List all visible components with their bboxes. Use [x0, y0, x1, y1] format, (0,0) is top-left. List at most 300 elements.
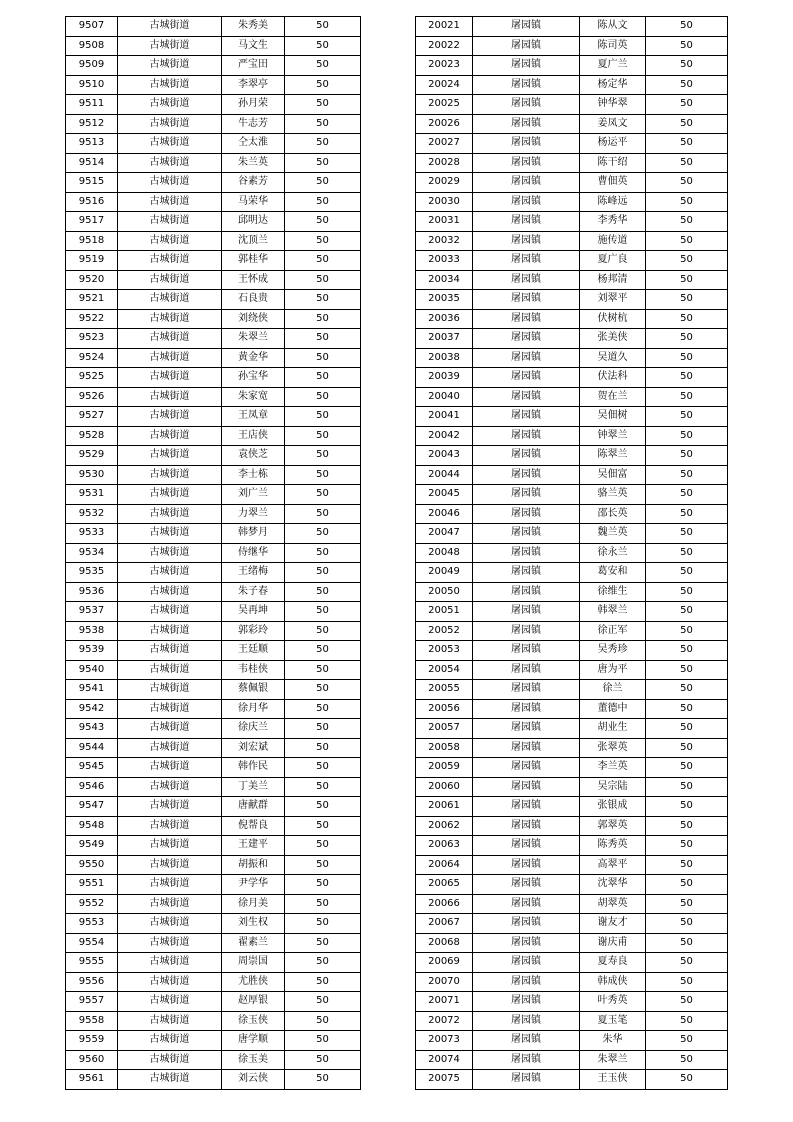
district-cell: 屠园镇	[473, 75, 580, 95]
amount-cell: 50	[285, 387, 361, 407]
name-cell: 唐为平	[580, 660, 646, 680]
row-number-cell: 9524	[66, 348, 118, 368]
district-cell: 屠园镇	[473, 816, 580, 836]
table-row	[66, 446, 361, 466]
table-row	[66, 368, 361, 388]
table-row	[66, 270, 361, 290]
name-cell: 韦桂侠	[222, 660, 285, 680]
name-cell: 袁侠芝	[222, 446, 285, 466]
table-row	[66, 699, 361, 719]
row-number-cell: 20036	[416, 309, 473, 329]
amount-cell: 50	[646, 192, 728, 212]
row-number-cell: 9549	[66, 836, 118, 856]
table-row	[416, 173, 728, 193]
table-row	[66, 504, 361, 524]
row-number-cell: 9545	[66, 758, 118, 778]
amount-cell: 50	[285, 407, 361, 427]
name-cell: 徐维生	[580, 582, 646, 602]
table-row	[66, 660, 361, 680]
row-number-cell: 9527	[66, 407, 118, 427]
row-number-cell: 9546	[66, 777, 118, 797]
name-cell: 韩梦月	[222, 524, 285, 544]
amount-cell: 50	[285, 36, 361, 56]
district-cell: 古城街道	[118, 1031, 222, 1051]
name-cell: 蔡佩银	[222, 680, 285, 700]
table-row	[416, 797, 728, 817]
district-cell: 古城街道	[118, 56, 222, 76]
table-row	[416, 504, 728, 524]
row-number-cell: 9539	[66, 641, 118, 661]
name-cell: 郭桂华	[222, 251, 285, 271]
amount-cell: 50	[646, 270, 728, 290]
row-number-cell: 20033	[416, 251, 473, 271]
amount-cell: 50	[646, 153, 728, 173]
district-cell: 屠园镇	[473, 758, 580, 778]
table-row	[416, 1050, 728, 1070]
district-cell: 屠园镇	[473, 1070, 580, 1090]
name-cell: 王廷顺	[222, 641, 285, 661]
row-number-cell: 9514	[66, 153, 118, 173]
name-cell: 沈顶兰	[222, 231, 285, 251]
name-cell: 徐兰	[580, 680, 646, 700]
name-cell: 吴宗陆	[580, 777, 646, 797]
name-cell: 韩翠兰	[580, 602, 646, 622]
row-number-cell: 9517	[66, 212, 118, 232]
amount-cell: 50	[646, 251, 728, 271]
name-cell: 郭彩玲	[222, 621, 285, 641]
name-cell: 魏兰英	[580, 524, 646, 544]
amount-cell: 50	[646, 1050, 728, 1070]
name-cell: 王建平	[222, 836, 285, 856]
name-cell: 夏寿良	[580, 953, 646, 973]
amount-cell: 50	[646, 816, 728, 836]
table-row	[416, 563, 728, 583]
district-cell: 屠园镇	[473, 855, 580, 875]
row-number-cell: 20058	[416, 738, 473, 758]
amount-cell: 50	[285, 797, 361, 817]
district-cell: 屠园镇	[473, 524, 580, 544]
district-cell: 古城街道	[118, 212, 222, 232]
table-row	[66, 641, 361, 661]
amount-cell: 50	[285, 992, 361, 1012]
district-cell: 屠园镇	[473, 348, 580, 368]
table-row	[66, 290, 361, 310]
table-row	[66, 680, 361, 700]
table-row	[416, 855, 728, 875]
name-cell: 姜凤文	[580, 114, 646, 134]
row-number-cell: 9528	[66, 426, 118, 446]
table-row	[416, 758, 728, 778]
table-row	[66, 1011, 361, 1031]
amount-cell: 50	[646, 563, 728, 583]
name-cell: 王绪梅	[222, 563, 285, 583]
name-cell: 吴再坤	[222, 602, 285, 622]
table-row	[416, 543, 728, 563]
table-row	[416, 914, 728, 934]
name-cell: 尹学华	[222, 875, 285, 895]
district-cell: 古城街道	[118, 621, 222, 641]
amount-cell: 50	[285, 1011, 361, 1031]
row-number-cell: 20073	[416, 1031, 473, 1051]
district-cell: 屠园镇	[473, 251, 580, 271]
row-number-cell: 20050	[416, 582, 473, 602]
row-number-cell: 9509	[66, 56, 118, 76]
amount-cell: 50	[285, 348, 361, 368]
table-row	[416, 680, 728, 700]
table-row	[66, 894, 361, 914]
name-cell: 吴佃树	[580, 407, 646, 427]
table-row	[416, 1070, 728, 1090]
row-number-cell: 20070	[416, 972, 473, 992]
district-cell: 古城街道	[118, 777, 222, 797]
amount-cell: 50	[285, 914, 361, 934]
amount-cell: 50	[646, 504, 728, 524]
district-cell: 古城街道	[118, 543, 222, 563]
name-cell: 沈翠华	[580, 875, 646, 895]
table-row	[66, 855, 361, 875]
name-cell: 吴道久	[580, 348, 646, 368]
table-row	[416, 348, 728, 368]
amount-cell: 50	[646, 543, 728, 563]
district-cell: 古城街道	[118, 426, 222, 446]
name-cell: 杨邦清	[580, 270, 646, 290]
district-cell: 古城街道	[118, 1011, 222, 1031]
name-cell: 谷素芳	[222, 173, 285, 193]
amount-cell: 50	[285, 485, 361, 505]
name-cell: 李秀华	[580, 212, 646, 232]
amount-cell: 50	[285, 153, 361, 173]
row-number-cell: 9543	[66, 719, 118, 739]
table-row	[416, 1031, 728, 1051]
district-cell: 屠园镇	[473, 485, 580, 505]
name-cell: 徐玉侠	[222, 1011, 285, 1031]
name-cell: 高翠平	[580, 855, 646, 875]
district-cell: 古城街道	[118, 290, 222, 310]
amount-cell: 50	[285, 114, 361, 134]
row-number-cell: 9513	[66, 134, 118, 154]
row-number-cell: 20054	[416, 660, 473, 680]
amount-cell: 50	[285, 368, 361, 388]
table-row	[66, 114, 361, 134]
amount-cell: 50	[646, 777, 728, 797]
row-number-cell: 9508	[66, 36, 118, 56]
district-cell: 古城街道	[118, 504, 222, 524]
amount-cell: 50	[646, 699, 728, 719]
name-cell: 马荣华	[222, 192, 285, 212]
amount-cell: 50	[285, 465, 361, 485]
district-cell: 屠园镇	[473, 1011, 580, 1031]
amount-cell: 50	[646, 446, 728, 466]
table-row	[416, 36, 728, 56]
table-row	[416, 777, 728, 797]
row-number-cell: 20048	[416, 543, 473, 563]
table-row	[66, 582, 361, 602]
district-cell: 古城街道	[118, 875, 222, 895]
amount-cell: 50	[646, 738, 728, 758]
name-cell: 丁美兰	[222, 777, 285, 797]
table-row	[416, 836, 728, 856]
row-number-cell: 9551	[66, 875, 118, 895]
district-cell: 古城街道	[118, 660, 222, 680]
name-cell: 黄金华	[222, 348, 285, 368]
amount-cell: 50	[285, 680, 361, 700]
amount-cell: 50	[285, 1050, 361, 1070]
right-roster-table	[415, 16, 728, 1090]
table-row	[416, 153, 728, 173]
amount-cell: 50	[285, 719, 361, 739]
row-number-cell: 9540	[66, 660, 118, 680]
district-cell: 古城街道	[118, 524, 222, 544]
name-cell: 刘生权	[222, 914, 285, 934]
table-row	[416, 972, 728, 992]
district-cell: 古城街道	[118, 114, 222, 134]
table-row	[416, 621, 728, 641]
name-cell: 夏玉笔	[580, 1011, 646, 1031]
name-cell: 李翠亭	[222, 75, 285, 95]
name-cell: 谢庆甫	[580, 933, 646, 953]
district-cell: 屠园镇	[473, 719, 580, 739]
table-row	[416, 251, 728, 271]
amount-cell: 50	[646, 173, 728, 193]
name-cell: 施传道	[580, 231, 646, 251]
row-number-cell: 20022	[416, 36, 473, 56]
row-number-cell: 9529	[66, 446, 118, 466]
row-number-cell: 9554	[66, 933, 118, 953]
amount-cell: 50	[646, 348, 728, 368]
name-cell: 唐学顺	[222, 1031, 285, 1051]
amount-cell: 50	[646, 387, 728, 407]
left-roster-body	[66, 17, 361, 1090]
district-cell: 屠园镇	[473, 738, 580, 758]
amount-cell: 50	[285, 582, 361, 602]
district-cell: 古城街道	[118, 758, 222, 778]
name-cell: 牛志芳	[222, 114, 285, 134]
row-number-cell: 20030	[416, 192, 473, 212]
district-cell: 古城街道	[118, 134, 222, 154]
row-number-cell: 9560	[66, 1050, 118, 1070]
row-number-cell: 20034	[416, 270, 473, 290]
name-cell: 葛安和	[580, 563, 646, 583]
row-number-cell: 9532	[66, 504, 118, 524]
table-row	[416, 816, 728, 836]
row-number-cell: 20039	[416, 368, 473, 388]
amount-cell: 50	[646, 1070, 728, 1090]
district-cell: 屠园镇	[473, 992, 580, 1012]
amount-cell: 50	[646, 855, 728, 875]
name-cell: 杨定华	[580, 75, 646, 95]
amount-cell: 50	[285, 602, 361, 622]
row-number-cell: 9538	[66, 621, 118, 641]
district-cell: 古城街道	[118, 719, 222, 739]
name-cell: 陈干绍	[580, 153, 646, 173]
table-row	[416, 114, 728, 134]
amount-cell: 50	[646, 933, 728, 953]
table-row	[66, 1070, 361, 1090]
district-cell: 古城街道	[118, 738, 222, 758]
name-cell: 陈翠兰	[580, 446, 646, 466]
name-cell: 郭翠英	[580, 816, 646, 836]
district-cell: 屠园镇	[473, 95, 580, 115]
district-cell: 屠园镇	[473, 914, 580, 934]
table-row	[66, 797, 361, 817]
table-row	[416, 56, 728, 76]
name-cell: 胡业生	[580, 719, 646, 739]
district-cell: 古城街道	[118, 836, 222, 856]
district-cell: 屠园镇	[473, 621, 580, 641]
row-number-cell: 20028	[416, 153, 473, 173]
amount-cell: 50	[285, 972, 361, 992]
amount-cell: 50	[285, 95, 361, 115]
row-number-cell: 9555	[66, 953, 118, 973]
district-cell: 屠园镇	[473, 231, 580, 251]
name-cell: 杨运平	[580, 134, 646, 154]
district-cell: 屠园镇	[473, 543, 580, 563]
amount-cell: 50	[646, 465, 728, 485]
amount-cell: 50	[285, 134, 361, 154]
amount-cell: 50	[646, 972, 728, 992]
row-number-cell: 9542	[66, 699, 118, 719]
row-number-cell: 20024	[416, 75, 473, 95]
row-number-cell: 9526	[66, 387, 118, 407]
name-cell: 王凤章	[222, 407, 285, 427]
name-cell: 严宝田	[222, 56, 285, 76]
name-cell: 徐月美	[222, 894, 285, 914]
district-cell: 古城街道	[118, 329, 222, 349]
district-cell: 屠园镇	[473, 641, 580, 661]
table-row	[416, 875, 728, 895]
district-cell: 古城街道	[118, 914, 222, 934]
name-cell: 伏法科	[580, 368, 646, 388]
district-cell: 古城街道	[118, 387, 222, 407]
name-cell: 钟华翠	[580, 95, 646, 115]
amount-cell: 50	[285, 524, 361, 544]
amount-cell: 50	[646, 953, 728, 973]
row-number-cell: 20045	[416, 485, 473, 505]
amount-cell: 50	[285, 173, 361, 193]
row-number-cell: 9515	[66, 173, 118, 193]
row-number-cell: 20072	[416, 1011, 473, 1031]
district-cell: 屠园镇	[473, 173, 580, 193]
district-cell: 屠园镇	[473, 192, 580, 212]
table-row	[66, 17, 361, 37]
district-cell: 屠园镇	[473, 426, 580, 446]
table-row	[416, 738, 728, 758]
row-number-cell: 20067	[416, 914, 473, 934]
name-cell: 陈司英	[580, 36, 646, 56]
district-cell: 屠园镇	[473, 56, 580, 76]
name-cell: 刘广兰	[222, 485, 285, 505]
row-number-cell: 9561	[66, 1070, 118, 1090]
table-row	[66, 407, 361, 427]
amount-cell: 50	[285, 953, 361, 973]
name-cell: 朱秀美	[222, 17, 285, 37]
row-number-cell: 9525	[66, 368, 118, 388]
table-row	[66, 914, 361, 934]
district-cell: 古城街道	[118, 816, 222, 836]
district-cell: 屠园镇	[473, 953, 580, 973]
amount-cell: 50	[646, 95, 728, 115]
row-number-cell: 20069	[416, 953, 473, 973]
amount-cell: 50	[646, 36, 728, 56]
table-row	[66, 251, 361, 271]
table-row	[416, 660, 728, 680]
row-number-cell: 20056	[416, 699, 473, 719]
district-cell: 屠园镇	[473, 17, 580, 37]
amount-cell: 50	[285, 329, 361, 349]
row-number-cell: 20032	[416, 231, 473, 251]
name-cell: 李士栋	[222, 465, 285, 485]
table-row	[66, 173, 361, 193]
row-number-cell: 20061	[416, 797, 473, 817]
name-cell: 王怀成	[222, 270, 285, 290]
amount-cell: 50	[285, 56, 361, 76]
district-cell: 古城街道	[118, 1070, 222, 1090]
row-number-cell: 9516	[66, 192, 118, 212]
name-cell: 邵长英	[580, 504, 646, 524]
table-row	[66, 758, 361, 778]
row-number-cell: 9511	[66, 95, 118, 115]
table-row	[416, 485, 728, 505]
name-cell: 徐玉美	[222, 1050, 285, 1070]
table-row	[416, 602, 728, 622]
district-cell: 屠园镇	[473, 446, 580, 466]
row-number-cell: 9553	[66, 914, 118, 934]
district-cell: 古城街道	[118, 368, 222, 388]
district-cell: 屠园镇	[473, 797, 580, 817]
district-cell: 屠园镇	[473, 563, 580, 583]
name-cell: 吴秀珍	[580, 641, 646, 661]
name-cell: 陈秀英	[580, 836, 646, 856]
table-row	[66, 836, 361, 856]
amount-cell: 50	[646, 719, 728, 739]
amount-cell: 50	[646, 114, 728, 134]
row-number-cell: 20038	[416, 348, 473, 368]
district-cell: 古城街道	[118, 563, 222, 583]
district-cell: 屠园镇	[473, 212, 580, 232]
row-number-cell: 9557	[66, 992, 118, 1012]
row-number-cell: 9536	[66, 582, 118, 602]
name-cell: 王玉侠	[580, 1070, 646, 1090]
name-cell: 陈峰远	[580, 192, 646, 212]
table-row	[416, 95, 728, 115]
table-row	[66, 563, 361, 583]
district-cell: 屠园镇	[473, 660, 580, 680]
amount-cell: 50	[646, 641, 728, 661]
name-cell: 张美侠	[580, 329, 646, 349]
amount-cell: 50	[646, 582, 728, 602]
row-number-cell: 20044	[416, 465, 473, 485]
district-cell: 屠园镇	[473, 465, 580, 485]
row-number-cell: 20062	[416, 816, 473, 836]
amount-cell: 50	[285, 212, 361, 232]
amount-cell: 50	[646, 407, 728, 427]
name-cell: 刘宏斌	[222, 738, 285, 758]
amount-cell: 50	[646, 894, 728, 914]
name-cell: 徐庆兰	[222, 719, 285, 739]
name-cell: 夏广兰	[580, 56, 646, 76]
table-row	[66, 719, 361, 739]
amount-cell: 50	[285, 641, 361, 661]
district-cell: 古城街道	[118, 1050, 222, 1070]
row-number-cell: 20027	[416, 134, 473, 154]
district-cell: 屠园镇	[473, 602, 580, 622]
name-cell: 刘绕侠	[222, 309, 285, 329]
row-number-cell: 9547	[66, 797, 118, 817]
table-row	[66, 738, 361, 758]
amount-cell: 50	[285, 563, 361, 583]
table-row	[66, 621, 361, 641]
district-cell: 屠园镇	[473, 134, 580, 154]
